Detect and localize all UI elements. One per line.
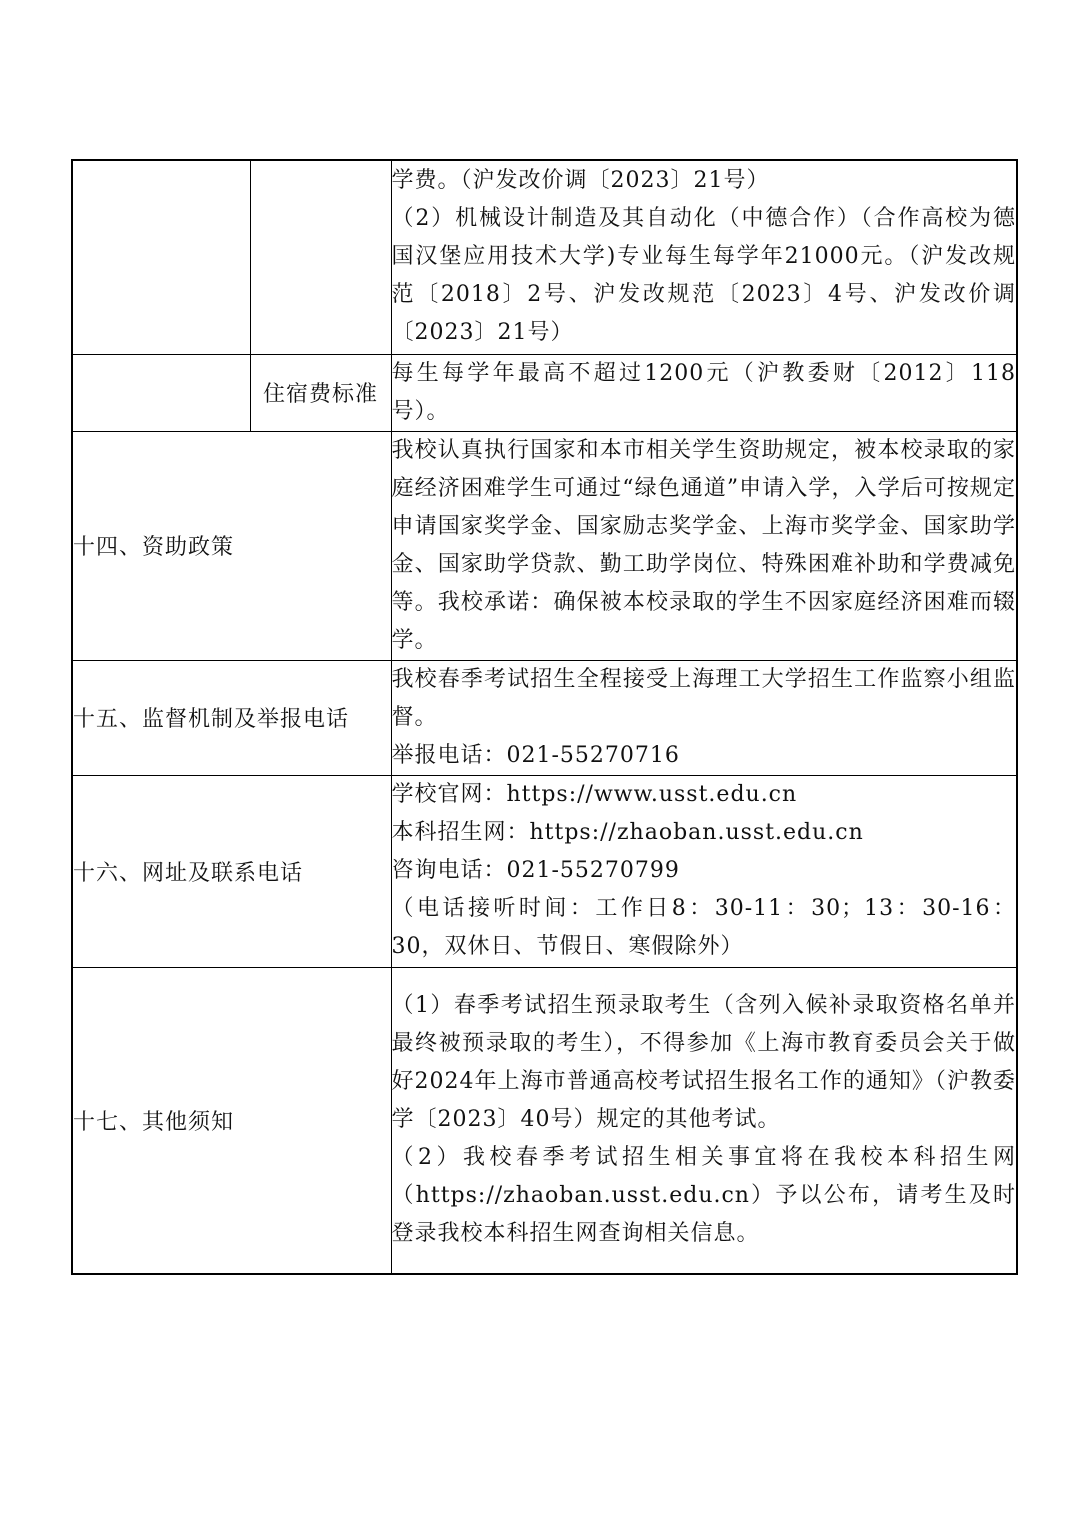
fee-line-2: （2）机械设计制造及其自动化（中德合作）（合作高校为德国汉堡应用技术大学)专业每生每学年21000元。（沪发改规范〔2018〕2号、沪发改规范〔2023〕4号、沪发改价调〔2023〕21号） [391, 206, 1016, 346]
supervision-content [391, 660, 1017, 775]
lodging-row [72, 354, 1017, 431]
contact-content [391, 775, 1017, 967]
lodging-text: 每生每学年最高不超过1200元（沪教委财〔2012〕118号）。 [391, 360, 1016, 424]
supervision-row [72, 660, 1017, 775]
other-item-1: （1）春季考试招生预录取考生（含列入候补录取资格名单并最终被预录取的考生），不得参加《上海市教育委员会关于做好2024年上海市普通高校考试招生报名工作的通知》（沪教委学〔2023〕40号）规定的其他考试。 [391, 993, 1016, 1133]
fee-sub-label-cell [250, 160, 391, 354]
official-site: 学校官网：https://www.usst.edu.cn [391, 782, 798, 807]
aid-label: 十四、资助政策 [72, 431, 391, 660]
lodging-section-cell [72, 354, 250, 431]
supervision-hotline: 举报电话：021-55270716 [391, 742, 680, 768]
lodging-label: 住宿费标准 [250, 354, 391, 431]
other-item-2: （2）我校春季考试招生相关事宜将在我校本科招生网（https://zhaoban.usst.edu.cn）予以公布，请考生及时登录我校本科招生网查询相关信息。 [391, 1145, 1016, 1247]
fee-section-label-cell [72, 160, 250, 354]
aid-text: 我校认真执行国家和本市相关学生资助规定，被本校录取的家庭经济困难学生可通过“绿色通道”申请入学，入学后可按规定申请国家奖学金、国家励志奖学金、上海市奖学金、国家助学金、国家助学贷款、勤工助学岗位、特殊困难补助和学费减免等。我校承诺：确保被本校录取的学生不因家庭经济困难而辍学。 [391, 437, 1016, 653]
admission-info-table [71, 159, 1018, 1275]
other-content [391, 967, 1017, 1274]
other-row [72, 967, 1017, 1274]
contact-label: 十六、网址及联系电话 [72, 775, 391, 967]
aid-content [391, 431, 1017, 660]
contact-row [72, 775, 1017, 967]
supervision-label: 十五、监督机制及举报电话 [72, 660, 391, 775]
supervision-line-1: 我校春季考试招生全程接受上海理工大学招生工作监察小组监督。 [391, 666, 1016, 730]
lodging-content [391, 354, 1017, 431]
other-label: 十七、其他须知 [72, 967, 391, 1274]
fee-continued-content [391, 160, 1017, 354]
aid-row [72, 431, 1017, 660]
admission-site: 本科招生网：https://zhaoban.usst.edu.cn [391, 820, 864, 845]
fee-continued-row [72, 160, 1017, 354]
consult-phone: 咨询电话：021-55270799 [391, 858, 680, 883]
phone-hours: （电话接听时间：工作日8：30-11：30；13：30-16：30，双休日、节假日、寒假除外） [391, 896, 1016, 959]
fee-line-1: 学费。（沪发改价调〔2023〕21号） [391, 168, 770, 194]
